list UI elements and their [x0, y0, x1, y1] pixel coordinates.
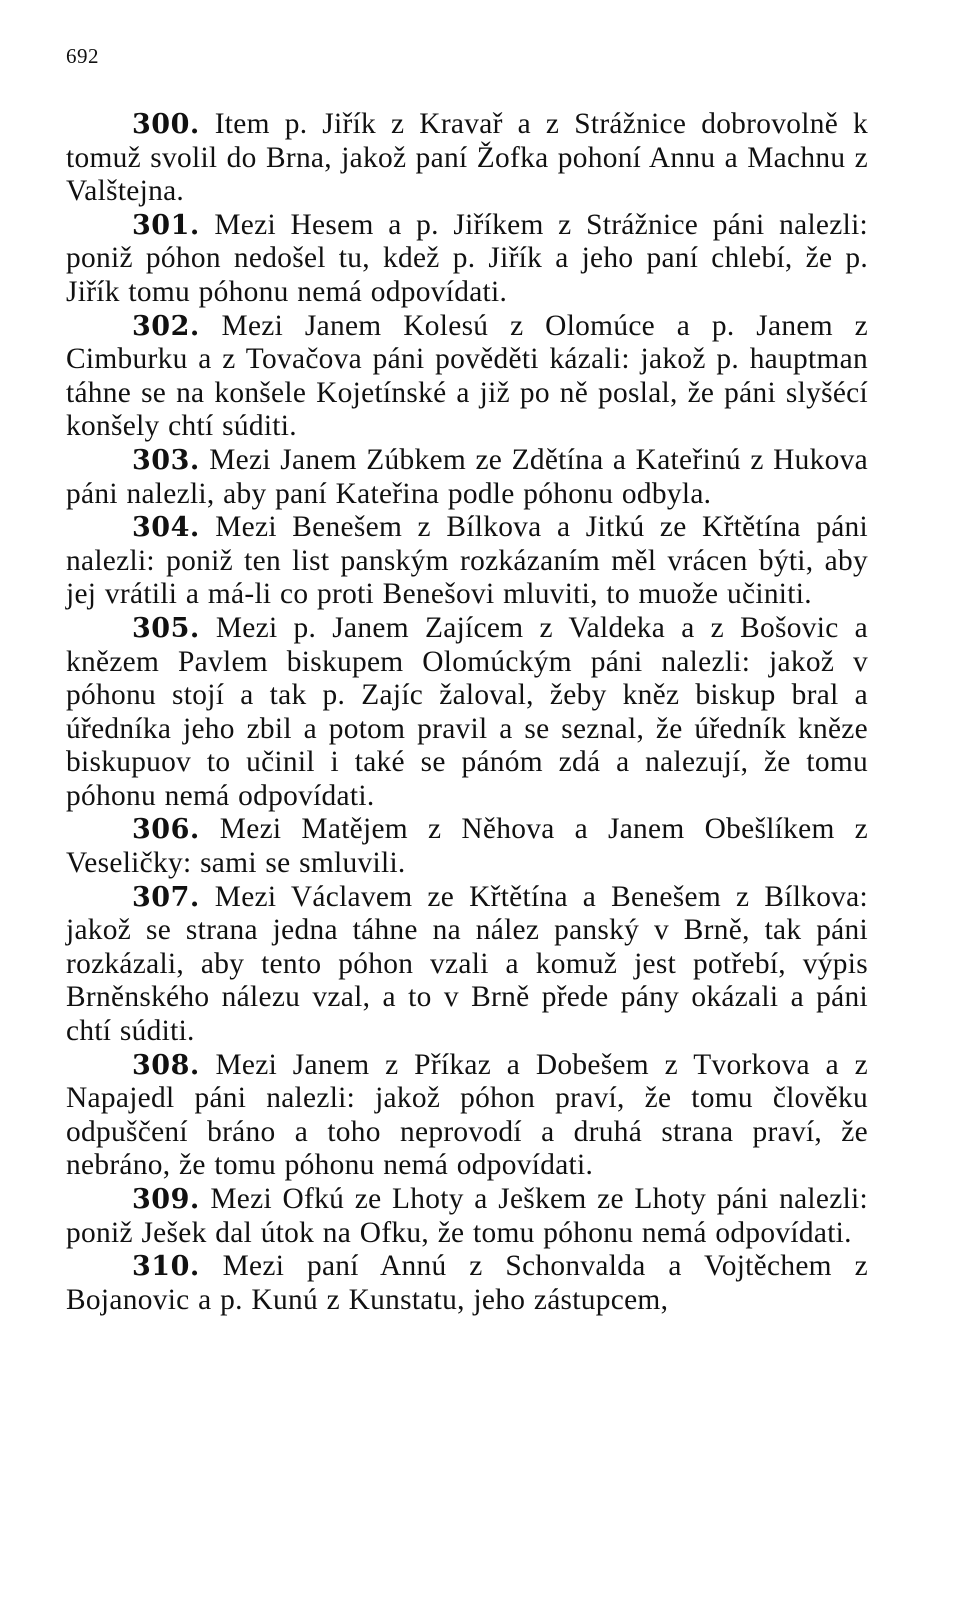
entry-text: Mezi Matějem z Něhova a Janem Obešlíkem z Veseličky: sami se smluvili. — [66, 813, 868, 880]
entry-308 — [66, 1049, 868, 1183]
entry-number: 307. — [132, 881, 200, 913]
entry-text: Item p. Jiřík z Kravař a z Strážnice dobrovolně k tomuž svolil do Brna, jakož paní Žofka pohoní Annu a Machnu z Valštejna. — [66, 108, 868, 208]
entry-number: 300. — [132, 109, 200, 140]
entry-306 — [66, 813, 868, 880]
entry-309 — [66, 1183, 868, 1250]
entry-307 — [66, 881, 868, 1049]
entry-number: 305. — [132, 612, 200, 644]
entry-303 — [66, 444, 868, 511]
entry-text: Mezi Janem z Příkaz a Dobešem z Tvorkova a z Napajedl páni nalezli: jakož póhon praví, že tomu člověku odpuščení bráno a toho neprovodí a druhá strana praví, že nebráno, že tomu póhonu nemá odpovídati. — [66, 1048, 868, 1182]
entry-text: Mezi Benešem z Bílkova a Jitkú ze Křtětína páni nalezli: poniž ten list panským rozkázaním měl vrácen býti, aby jej vrátili a má-li co proti Benešovi mluviti, to muože učiniti. — [66, 511, 868, 611]
entry-text: Mezi paní Annú z Schonvalda a Vojtěchem z Bojanovic a p. Kunú z Kunstatu, jeho zástupcem, — [66, 1250, 868, 1316]
entry-text: Mezi p. Janem Zajícem z Valdeka a z Bošovic a knězem Pavlem biskupem Olomúckým páni nalezli: jakož v póhonu stojí a tak p. Zajíc žaloval, žeby kněz biskup bral a úředníka jeho zbil a potom pravil a se seznal, že úředník kněze biskupuov to učinil i také se pánóm zdá a nalezují, že tomu póhonu nemá odpovídati. — [66, 611, 868, 812]
entry-text: Mezi Hesem a p. Jiříkem z Strážnice páni nalezli: poniž póhon nedošel tu, kdež p. Jiřík a jeho paní chlebí, že p. Jiřík tomu póhonu nemá odpovídati. — [66, 208, 868, 308]
entry-number: 308. — [132, 1049, 200, 1081]
entry-301 — [66, 209, 868, 310]
entry-number: 301. — [132, 209, 200, 241]
entry-text: Mezi Ofkú ze Lhoty a Ješkem ze Lhoty páni nalezli: poniž Ješek dal útok na Ofku, že tomu póhonu nemá odpovídati. — [66, 1183, 868, 1249]
entry-number: 309. — [132, 1184, 200, 1215]
entry-number: 304. — [132, 512, 200, 544]
entry-text: Mezi Václavem ze Křtětína a Benešem z Bílkova: jakož se strana jedna táhne na nález panský v Brně, tak páni rozkázali, aby tento póhon vzali a komuž jest potřebí, výpis Brněnského nálezu vzal, a to v Brně přede pány okázali a páni chtí súditi. — [66, 880, 868, 1048]
entry-number: 310. — [132, 1251, 200, 1283]
entry-number: 302. — [132, 310, 200, 342]
entry-310 — [66, 1250, 868, 1317]
entry-300 — [66, 108, 868, 209]
body-text — [66, 108, 868, 1317]
entry-302 — [66, 310, 868, 444]
entry-305 — [66, 612, 868, 814]
entry-304 — [66, 511, 868, 612]
page-number: 692 — [66, 44, 99, 68]
entry-number: 306. — [132, 814, 200, 846]
entry-number: 303. — [132, 444, 200, 476]
entry-text: Mezi Janem Zúbkem ze Zdětína a Kateřinú z Hukova páni nalezli, aby paní Kateřina podle póhonu odbyla. — [66, 443, 868, 510]
entry-text: Mezi Janem Kolesú z Olomúce a p. Janem z Cimburku a z Tovačova páni pověděti kázali: jakož p. hauptman táhne se na konšele Kojetínské a již po ně poslal, že páni slyšécí konšely chtí súditi. — [66, 309, 868, 443]
